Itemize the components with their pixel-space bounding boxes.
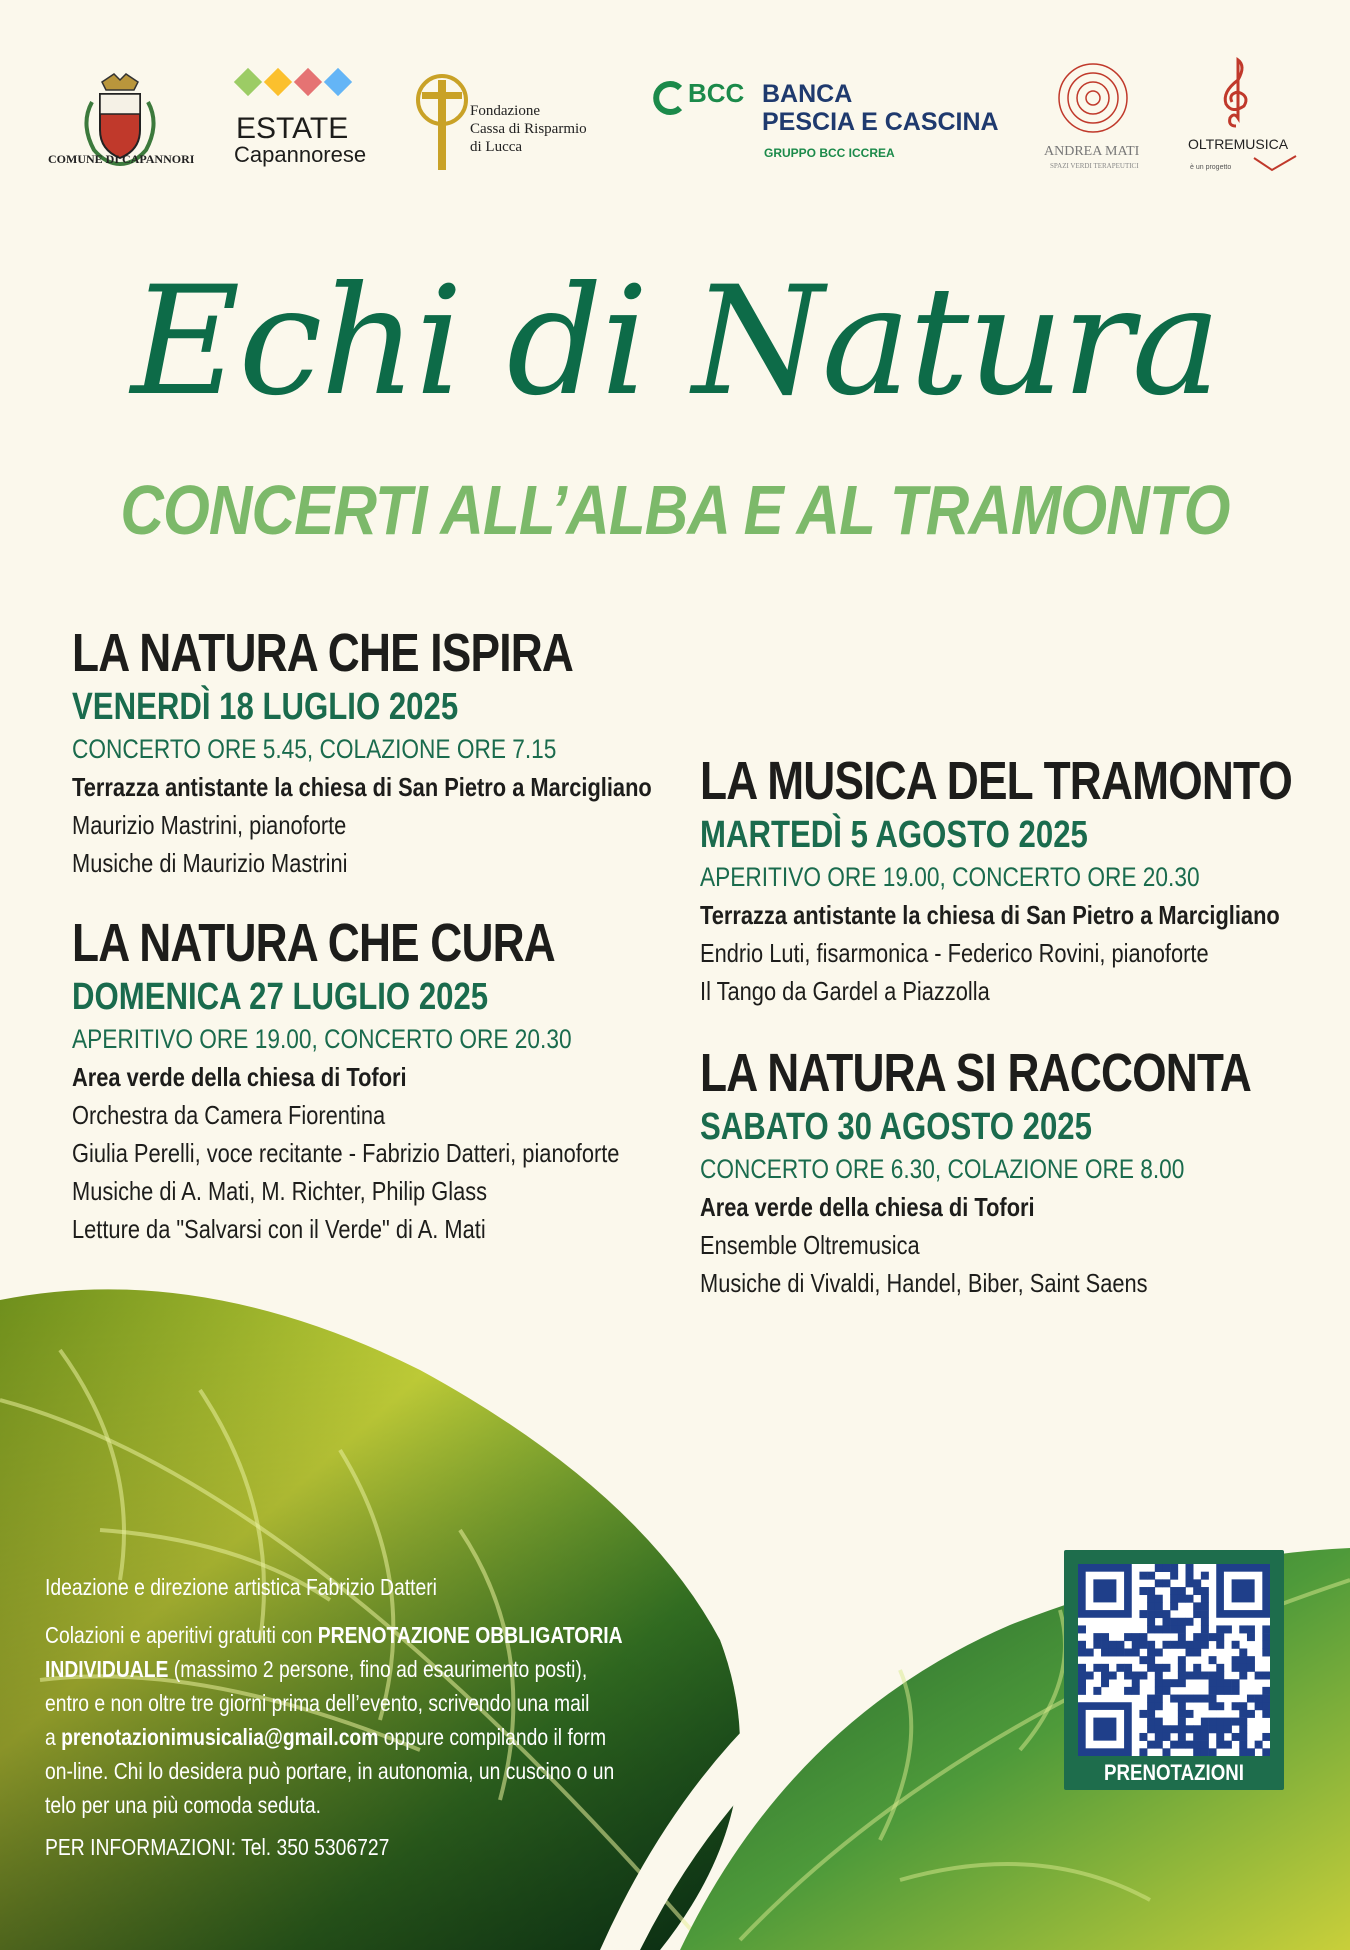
booking-bold: PRENOTAZIONE OBBLIGATORIA bbox=[317, 1622, 623, 1648]
qr-booking[interactable] bbox=[1064, 1550, 1284, 1790]
oltremusica-sub-label: è un progetto bbox=[1190, 164, 1232, 171]
event-detail: Letture da "Salvarsi con il Verde" di A. Mati bbox=[72, 1214, 486, 1244]
event-detail: Endrio Luti, fisarmonica - Federico Rovini, pianoforte bbox=[700, 938, 1209, 968]
event-2 bbox=[72, 912, 724, 1248]
booking-bold: INDIVIDUALE bbox=[45, 1656, 169, 1682]
booking-line-3: entro e non oltre tre giorni prima dell’evento, scrivendo una mail bbox=[45, 1690, 590, 1716]
event-place: Area verde della chiesa di Tofori bbox=[700, 1192, 1035, 1222]
fondazione-line-3: di Lucca bbox=[470, 139, 523, 155]
event-title: LA NATURA SI RACCONTA bbox=[700, 1043, 1251, 1103]
event-date: DOMENICA 27 LUGLIO 2025 bbox=[72, 976, 489, 1018]
estate-label: ESTATE bbox=[236, 112, 349, 145]
event-detail: Orchestra da Camera Fiorentina bbox=[72, 1100, 386, 1130]
mati-label: ANDREA MATI bbox=[1044, 144, 1140, 159]
event-time: CONCERTO ORE 5.45, COLAZIONE ORE 7.15 bbox=[72, 734, 557, 764]
event-detail: Musiche di A. Mati, M. Richter, Philip Glass bbox=[72, 1176, 488, 1206]
event-detail: Giulia Perelli, voce recitante - Fabrizio Datteri, pianoforte bbox=[72, 1138, 620, 1168]
booking-text: a bbox=[45, 1724, 62, 1750]
fondazione-cross-icon bbox=[412, 70, 472, 180]
logo-banca-pescia-cascina bbox=[648, 52, 1048, 182]
logo-comune-capannori bbox=[40, 52, 200, 182]
event-detail: Musiche di Vivaldi, Handel, Biber, Saint Saens bbox=[700, 1268, 1148, 1298]
qr-code-icon bbox=[1078, 1564, 1270, 1756]
sponsor-logos bbox=[40, 52, 1310, 182]
event-3 bbox=[700, 750, 1350, 1010]
bcc-mark-icon bbox=[648, 78, 688, 118]
treble-clef-icon bbox=[1210, 52, 1260, 132]
event-title: LA NATURA CHE CURA bbox=[72, 913, 555, 973]
comune-label: COMUNE DI CAPANNORI bbox=[48, 152, 195, 166]
booking-text: oppure compilando il form bbox=[378, 1724, 607, 1750]
booking-line-2 bbox=[45, 1652, 588, 1686]
event-detail: Ensemble Oltremusica bbox=[700, 1230, 920, 1260]
event-date: SABATO 30 AGOSTO 2025 bbox=[700, 1106, 1092, 1148]
event-place: Terrazza antistante la chiesa di San Pietro a Marcigliano bbox=[700, 900, 1280, 930]
logo-estate-capannorese bbox=[230, 52, 370, 182]
event-title: LA NATURA CHE ISPIRA bbox=[72, 623, 574, 683]
qr-label: PRENOTAZIONI bbox=[1104, 1760, 1244, 1785]
event-date: MARTEDÌ 5 AGOSTO 2025 bbox=[700, 814, 1088, 856]
event-4 bbox=[700, 1042, 1350, 1302]
logo-fondazione-cassa-lucca bbox=[412, 52, 622, 182]
poster-title: Echi di Natura bbox=[130, 255, 1220, 429]
event-time: CONCERTO ORE 6.30, COLAZIONE ORE 8.00 bbox=[700, 1154, 1185, 1184]
event-place: Terrazza antistante la chiesa di San Pietro a Marcigliano bbox=[72, 772, 652, 802]
logo-oltremusica bbox=[1180, 52, 1310, 182]
event-detail: Maurizio Mastrini, pianoforte bbox=[72, 810, 347, 840]
booking-line-4 bbox=[45, 1720, 607, 1754]
spiral-icon bbox=[1048, 58, 1138, 138]
booking-text: (massimo 2 persone, fino ad esaurimento posti), bbox=[168, 1656, 588, 1682]
banca-label: BANCA bbox=[762, 80, 853, 108]
booking-line-6: telo per una più comoda seduta. bbox=[45, 1792, 322, 1818]
event-time: APERITIVO ORE 19.00, CONCERTO ORE 20.30 bbox=[700, 862, 1200, 892]
booking-line-1 bbox=[45, 1618, 623, 1652]
mati-sub-label: SPAZI VERDI TERAPEUTICI bbox=[1050, 162, 1139, 170]
gruppo-iccrea-label: GRUPPO BCC ICCREA bbox=[764, 146, 895, 160]
event-date: VENERDÌ 18 LUGLIO 2025 bbox=[72, 686, 459, 728]
logo-andrea-mati bbox=[1040, 52, 1150, 182]
estate-diamonds-icon bbox=[230, 66, 370, 116]
booking-line-5: on-line. Chi lo desidera può portare, in autonomia, un cuscino o un bbox=[45, 1758, 615, 1784]
event-detail: Il Tango da Gardel a Piazzolla bbox=[700, 976, 990, 1006]
qr-code[interactable] bbox=[1078, 1564, 1270, 1756]
pescia-cascina-label: PESCIA E CASCINA bbox=[762, 108, 999, 136]
event-title: LA MUSICA DEL TRAMONTO bbox=[700, 751, 1293, 811]
event-place: Area verde della chiesa di Tofori bbox=[72, 1062, 407, 1092]
capannorese-label: Capannorese bbox=[234, 142, 367, 167]
event-time: APERITIVO ORE 19.00, CONCERTO ORE 20.30 bbox=[72, 1024, 572, 1054]
info-block bbox=[45, 1570, 645, 1864]
poster-subtitle: CONCERTI ALL’ALBA E AL TRAMONTO bbox=[120, 471, 1230, 549]
event-1 bbox=[72, 622, 762, 882]
oltremusica-label: OLTREMUSICA bbox=[1188, 136, 1289, 152]
booking-text: Colazioni e aperitivi gratuiti con bbox=[45, 1622, 318, 1648]
bcc-label: BCC bbox=[688, 78, 745, 108]
booking-email-link[interactable]: prenotazionimusicalia@gmail.com bbox=[61, 1724, 379, 1750]
artistic-direction: Ideazione e direzione artistica Fabrizio Datteri bbox=[45, 1574, 437, 1600]
check-icon bbox=[1250, 154, 1300, 174]
fondazione-line-2: Cassa di Risparmio bbox=[470, 121, 587, 137]
fondazione-line-1: Fondazione bbox=[470, 103, 540, 119]
event-detail: Musiche di Maurizio Mastrini bbox=[72, 848, 348, 878]
contact-phone: PER INFORMAZIONI: Tel. 350 5306727 bbox=[45, 1834, 390, 1860]
